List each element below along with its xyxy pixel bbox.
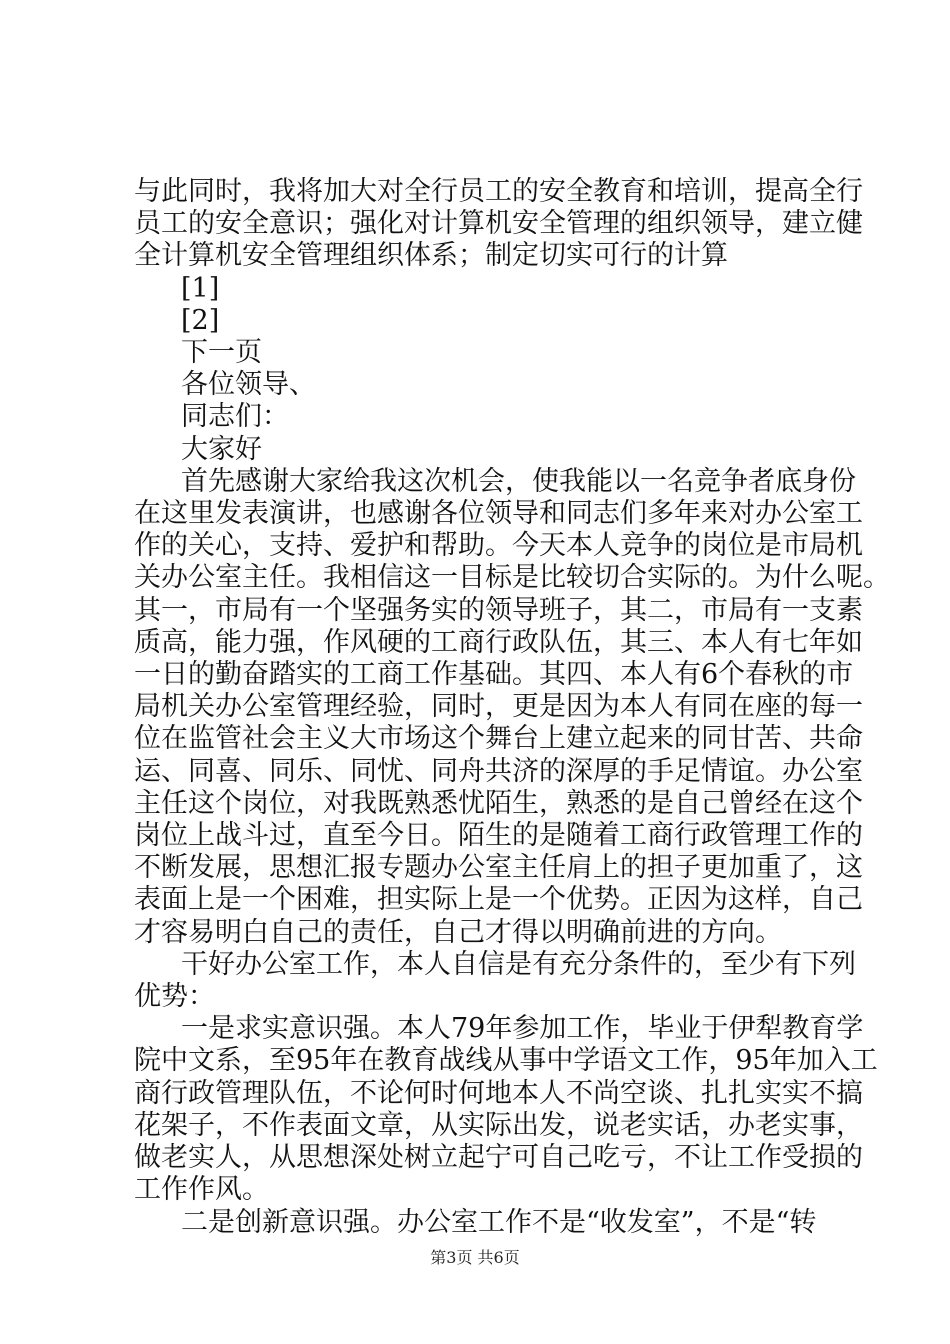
text-line: 运、同喜、同乐、同忧、同舟共济的深厚的手足情谊。办公室 [134,755,863,787]
text-line: 商行政管理队伍，不论何时何地本人不尚空谈、扎扎实实不搞 [134,1077,863,1109]
paragraph-pragmatism [134,1013,878,1206]
greeting-comrades: 同志们： [181,401,289,433]
text-line: 主任这个岗位，对我既熟悉忧陌生，熟悉的是自己曾经在这个 [134,787,863,819]
text-line: 首先感谢大家给我这次机会，使我能以一名竞争者底身份 [181,465,856,497]
greeting-leaders: 各位领导、 [181,369,316,401]
text-line: 作的关心，支持、爱护和帮助。今天本人竞争的岗位是市局机 [134,530,863,562]
reference-link-2[interactable]: [2] [181,304,220,336]
text-line: 与此同时，我将加大对全行员工的安全教育和培训，提高全行 [134,176,863,207]
text-line: 其一，市局有一个坚强务实的领导班子，其二，市局有一支素 [134,594,863,626]
paragraph-advantages [134,948,856,1013]
text-line: 做老实人，从思想深处树立起宁可自己吃亏，不让工作受损的 [134,1142,863,1174]
text-line: 局机关办公室管理经验，同时，更是因为本人有同在座的每一 [134,691,863,723]
text-line: 工作作风。 [134,1174,269,1206]
text-line: 位在监管社会主义大市场这个舞台上建立起来的同甘苦、共命 [134,723,863,755]
text-line: 花架子，不作表面文章，从实际出发，说老实话，办老实事， [134,1109,863,1141]
text-line: 表面上是一个困难，担实际上是一个优势。正因为这样，自己 [134,884,863,916]
text-line: 一日的勤奋踏实的工商工作基础。其四、本人有6个春秋的市 [134,659,854,691]
page-number: 第3页 共6页 [430,1248,520,1267]
text-line: 干好办公室工作，本人自信是有充分条件的，至少有下列 [181,948,856,980]
document-body [134,176,890,1239]
reference-link-1[interactable]: [1] [181,272,220,304]
text-line: 二是创新意识强。办公室工作不是“收发室”，不是“转 [181,1206,817,1238]
text-line: 全计算机安全管理组织体系；制定切实可行的计算 [134,240,728,272]
paragraph-thanks [134,465,890,949]
paragraph-innovation [134,1207,834,1239]
next-page-link[interactable]: 下一页 [181,337,262,369]
text-line: 不断发展，思想汇报专题办公室主任肩上的担子更加重了，这 [134,852,863,884]
text-line: 优势： [134,981,215,1013]
text-line: 质高，能力强，作风硬的工商行政队伍，其三、本人有七年如 [134,626,863,658]
greeting-hello: 大家好 [181,433,262,465]
text-line: 院中文系，至95年在教育战线从事中学语文工作，95年加入工 [134,1045,878,1077]
text-line: 在这里发表演讲，也感谢各位领导和同志们多年来对办公室工 [134,498,863,530]
text-line: 关办公室主任。我相信这一目标是比较切合实际的。为什么呢。 [134,562,890,594]
opening-paragraph [134,176,863,273]
text-line: 员工的安全意识；强化对计算机安全管理的组织领导，建立健 [134,208,863,240]
text-line: 一是求实意识强。本人79年参加工作，毕业于伊犁教育学 [181,1013,864,1045]
text-line: 岗位上战斗过，直至今日。陌生的是随着工商行政管理工作的 [134,820,863,852]
text-line: 才容易明白自己的责任，自己才得以明确前进的方向。 [134,916,782,948]
